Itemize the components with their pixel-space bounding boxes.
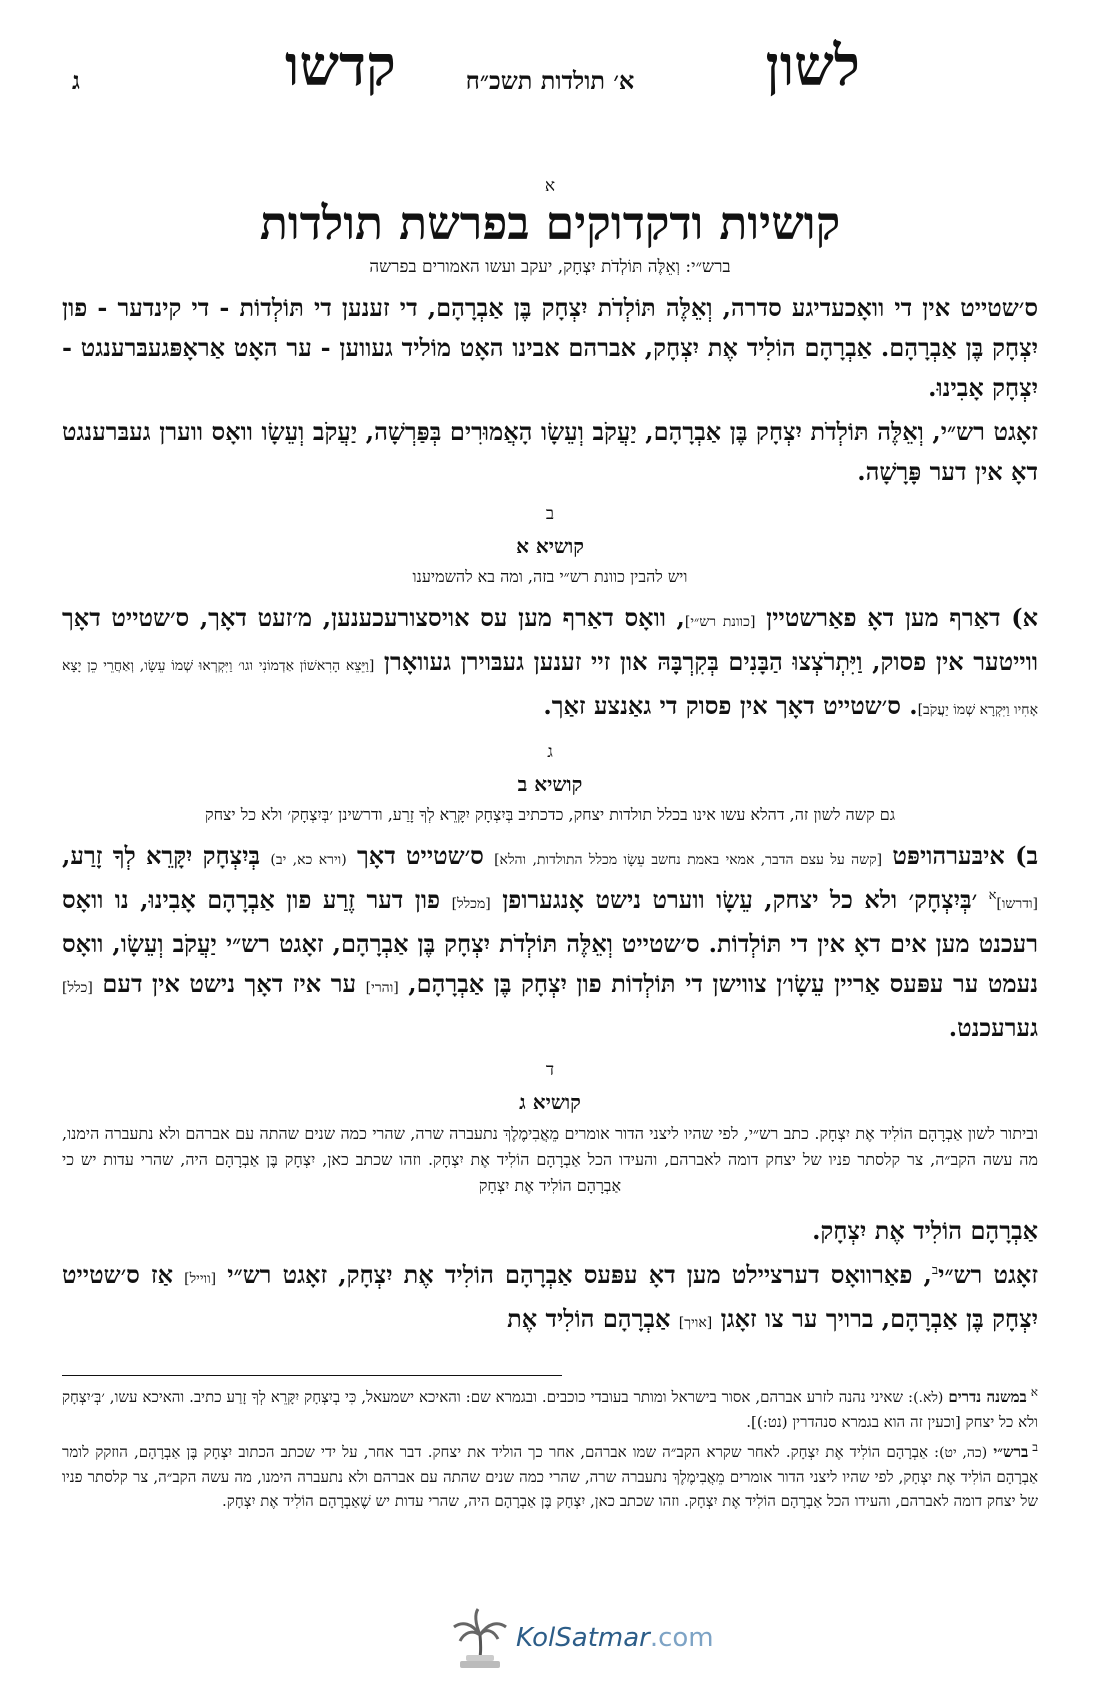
footnote-text: : שאיני נהנה לזרע אברהם, אסור בישראל ומותר בעובדי כוכבים. ובגמרא שם: והאיכא ישמעאל, כִּי בְיִצְחָק יִקָּרֵא לְךָ זָרַע כתיב. והאיכא עשו, ׳בְּ׳יִצְחָק ולא כל יצחק [וכעין זה הוא בגמרא סנהדרין (נט:)]. xyxy=(62,1388,1038,1431)
bracket-note: [קשה על עצם הדבר, אמאי באמת נחשב עֵשָׂו מכלל התולדות, והלא] xyxy=(494,852,883,869)
text-run: . ס׳שטייט דאָך אין פסוק די גאַנצע זאַך. xyxy=(543,690,918,720)
bracket-note: [והרי] xyxy=(365,980,399,997)
bracket-note: [כלל] xyxy=(62,980,93,997)
text-run: בְּיִצְחָק יִקָּרֵא לְךָ זָרַע, xyxy=(62,841,271,871)
intro-paragraph-1: ס׳שטייט אין די וואָכעדיגע סדרה, וְאֵלֶּה תּוֹלְדֹת יִצְחָק בֶּן אַבְרָהָם, די זענען די תּוֹלְדוֹת - די קינדער - פון יִצְחָק בֶּן אַבְרָהָם. אַבְרָהָם הוֹלִיד אֶת יִצְחָק, אברהם אבינו האָט מוֹליד געווען - ער האָט אַראָפּגעבּרענגט - יִצְחָק אָבִינוּ. xyxy=(62,292,1038,402)
header-issue: א׳ תולדות תשכ״ח xyxy=(465,66,635,95)
page-header xyxy=(60,33,1040,108)
bracket-note: [מכלל] xyxy=(451,896,491,913)
kushya-c-lead: אַבְרָהָם הוֹלִיד אֶת יִצְחָק. xyxy=(812,1216,1038,1246)
footnote-ref-a[interactable]: א xyxy=(988,888,997,904)
kushya-a-paragraph xyxy=(62,598,1038,730)
text-run: , פאַרוואָס דערציילט מען דאָ עפּעס אַבְרָהָם הוֹלִיד אֶת יִצְחָק, זאָגט רש״י xyxy=(227,1260,932,1290)
palm-tree-icon xyxy=(450,1605,510,1671)
section-marker: ב xyxy=(545,503,555,524)
source-ref: (כה, יט) xyxy=(939,1445,988,1461)
bracket-note: [ווייל] xyxy=(184,1271,217,1288)
footnote-text: : אַבְרָהָם הוֹלִיד אֶת יִצְחָק. לאחר שקרא הקב״ה שמו אברהם, אחר כך הוליד את יצחק. דבר אחר, על ידי שכתב הכתוב יִצְחָק בֶּן אַבְרָהָם, הוזקק לומר אַבְרָהָם הוֹלִיד אֶת יִצְחָק, לפי שהיו ליצני הדור אומרים מֵאֲבִימֶלֶךְ נתעברה שרה, שהרי כמה שנים שהתה עם אברהם ולא נתעברה הימנו, מה עשה הקב״ה, צר קלסתר פניו של יצחק דומה לאברהם, והעידו הכל אַבְרָהָם הוֹלִיד אֶת יִצְחָק. וזהו שכתב כאן, יִצְחָק בֶּן אַבְרָהָם היה, שהרי עדות יש שֶׁאַבְרָהָם הוֹלִיד אֶת יִצְחָק. xyxy=(62,1443,1039,1510)
logo-suffix: .com xyxy=(649,1623,714,1653)
text-run: זאָגט רש״י xyxy=(938,1260,1039,1290)
footnote-mark: א xyxy=(1030,1385,1038,1399)
page-title: קושיות ודקדוקים בפרשת תולדות xyxy=(259,196,841,250)
text-run: אַז ס׳שטייט יִצְחָק בֶּן אַבְרָהָם, ברויך ער צו זאָגן xyxy=(62,1260,1038,1334)
text-run: , וואָס דאַרף מען עס אויסצורעכענען, מ׳זעט דאָך, ס׳שטייט דאָך ווייטער אין פסוק, וַיִּתְרֹצְצוּ הַבָּנִים בְּקִרְבָּהּ און זיי זענען געבּוירן געוואָרן xyxy=(62,602,1038,676)
intro-paragraph-2: זאָגט רש״י, וְאֵלֶּה תּוֹלְדֹת יִצְחָק בֶּן אַבְרָהָם, יַעֲקֹב וְעֵשָׂו הָאֲמוּרִים בְּפַּרְשָׁה, יַעֲקֹב וְעֵשָׂו וואָס ווערן געבּרענגט דאָ אין דער פָּרָשָׁה. xyxy=(62,416,1038,486)
section-marker: א xyxy=(544,176,556,196)
logo-text xyxy=(516,1623,714,1653)
footnote-lead: במשנה נדרים xyxy=(948,1388,1027,1406)
footnote-mark: ב xyxy=(1032,1440,1038,1454)
header-brand-right: לשון xyxy=(765,33,860,99)
text-run: א) דאַרף מען דאָ פאַרשטיין xyxy=(766,602,1039,632)
bracket-note: [אויך] xyxy=(678,1315,713,1332)
header-brand-left: קדשו xyxy=(285,33,396,99)
page-number: ג xyxy=(72,66,80,95)
logo-name: KolSatmar xyxy=(516,1623,650,1653)
bracket-note: [וַיֵּצֵא הָרִאשׁוֹן אַדְמוֹנִי וגו׳ וַיִּקְרְאוּ שְׁמוֹ עֵשָׂו, וְאַחֲרֵי כֵן יָצָא אָחִיו וַיִּקְרָא שְׁמוֹ יַעֲקֹב] xyxy=(62,657,1038,718)
kushya-c-source: וביתור לשון אַבְרָהָם הוֹלִיד אֶת יִצְחָק. כתב רש״י, לפי שהיו ליצני הדור אומרים מֵאֲבִימֶלֶךְ נתעברה שרה, שהרי כמה שנים שהתה עם אברהם ולא נתעברה הימנו, מה עשה הקב״ה, צר קלסתר פניו של יצחק דומה לאברהם, והעידו הכל אַבְרָהָם הוֹלִיד אֶת יִצְחָק. וזהו שכתב כאן, יִצְחָק בֶּן אַבְרָהָם היה, שהרי עדות יש כי אַבְרָהָם הוֹלִיד אֶת יִצְחָק xyxy=(62,1124,1038,1196)
kushya-b-paragraph xyxy=(62,836,1038,1048)
source-ref: (לא.) xyxy=(913,1390,944,1406)
kushya-a-heading: קושיא א xyxy=(516,533,584,558)
title-subtitle: ברש״י: וְאֵלֶּה תּוֹלְדֹת יִצְחָק, יעקב ועשו האמורים בפרשה xyxy=(369,256,731,277)
text-run: ב) איבּערהויפּט xyxy=(892,841,1039,871)
text-run: ׳בְּיִצְחָק׳ ולא כל יצחק, עֵשָׂו ווערט נישט אָנגערופן xyxy=(502,885,989,915)
kushya-c-paragraph xyxy=(62,1255,1038,1343)
text-run: גערעכנט. xyxy=(948,1013,1038,1043)
footnote-divider xyxy=(62,1375,562,1376)
kushya-a-source: ויש להבין כוונת רש״י בזה, ומה בא להשמיענו xyxy=(412,566,688,586)
kolsatmar-logo[interactable] xyxy=(450,1605,714,1675)
footnote-a xyxy=(62,1385,1038,1434)
main-content xyxy=(62,178,1038,1347)
source-ref: (וירא כא, יב) xyxy=(270,852,347,869)
bracket-note: [כוונת רש״י] xyxy=(684,613,756,630)
text-run: ער איז דאָך נישט אין דעם xyxy=(102,969,366,999)
text-run: אַבְרָהָם הוֹלִיד אֶת xyxy=(507,1304,679,1334)
kushya-c-heading: קושיא ג xyxy=(519,1090,581,1115)
kushya-b-heading: קושיא ב xyxy=(517,771,583,796)
bracket-note: [ודרשו] xyxy=(996,896,1039,913)
text-run: ס׳שטייט דאָך xyxy=(357,841,495,871)
footnote-b xyxy=(62,1440,1038,1513)
section-marker: ד xyxy=(545,1060,555,1081)
footnotes xyxy=(62,1385,1038,1519)
section-marker: ג xyxy=(547,741,553,762)
footnote-ref-b[interactable]: ב xyxy=(931,1263,939,1279)
kushya-b-source: גם קשה לשון זה, דהלא עשו אינו בכלל תולדות יצחק, כדכתיב בְּיִצְחָק יִקָּרֵא לְךָ זָרַע, ודרשינן ׳בְּיִצְחָק׳ ולא כל יצחק xyxy=(205,804,895,824)
footnote-lead: ברש״י xyxy=(993,1443,1029,1461)
text-run: פון דער זֶרַע פון אַבְרָהָם אָבִינוּ, נו וואָס רעכנט מען אים דאָ אין די תּוֹלְדוֹת. ס׳שטייט וְאֵלֶּה תּוֹלְדֹת יִצְחָק בֶּן אַבְרָהָם, זאָגט רש״י יַעֲקֹב וְעֵשָׂו, וואָס נעמט ער עפּעס אַריין עֵשָׂו׳ן צווישן די תּוֹלְדוֹת פון יִצְחָק בֶּן אַבְרָהָם, xyxy=(62,885,1039,999)
